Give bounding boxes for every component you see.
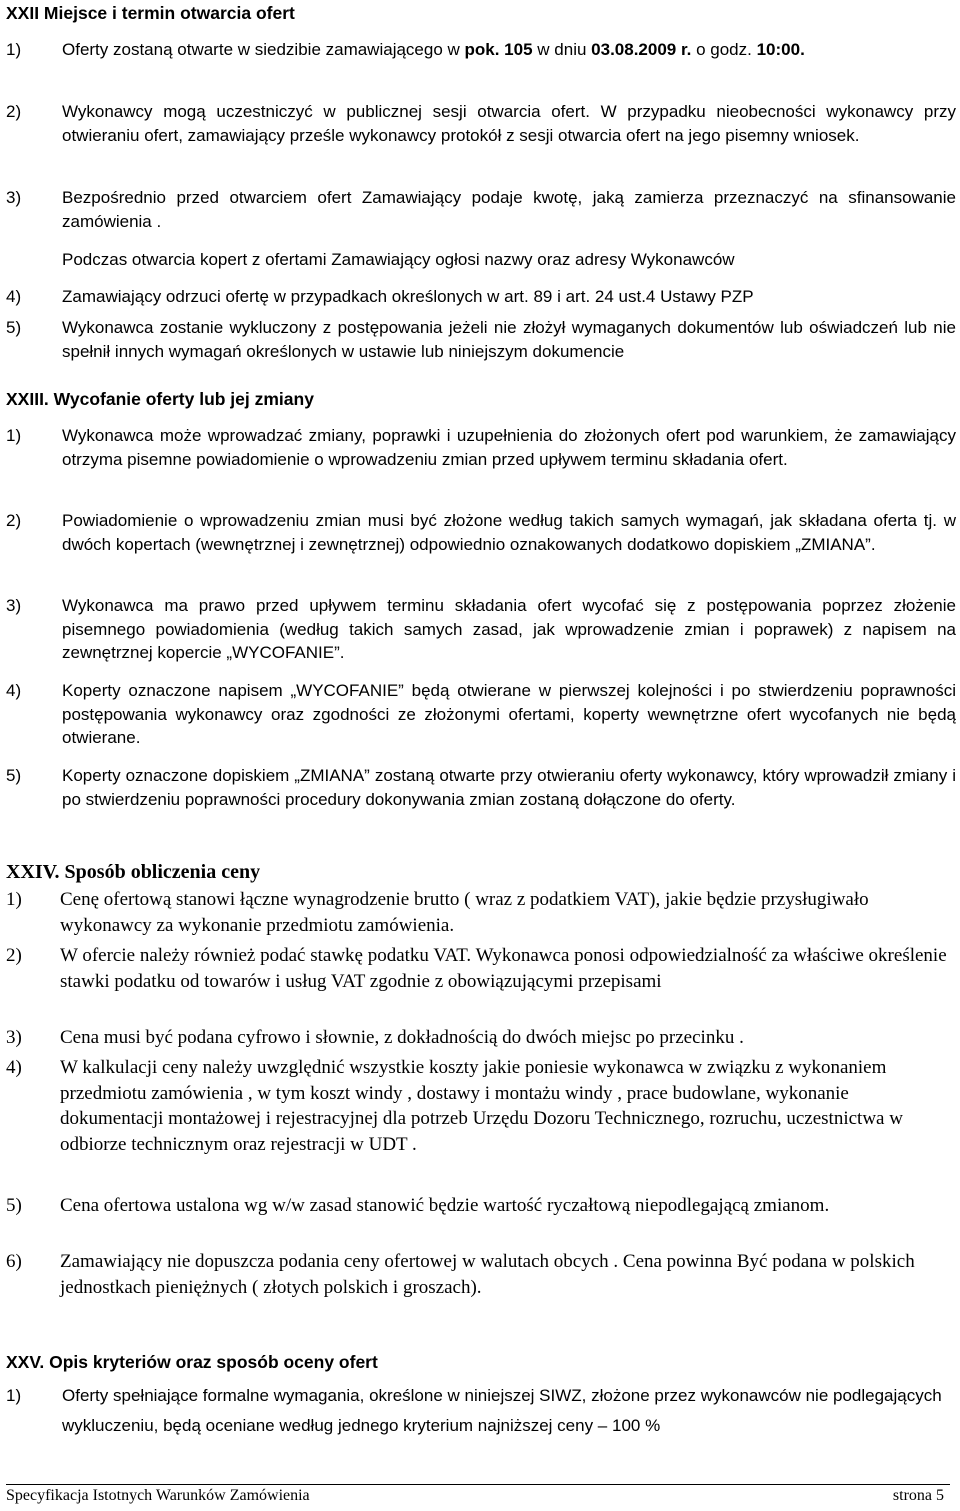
opening-date: 03.08.2009 r. (591, 40, 692, 59)
item-number: 6) (6, 1251, 22, 1272)
list-item (6, 679, 956, 750)
item-number: 3) (6, 188, 22, 207)
item-number: 5) (6, 1195, 22, 1216)
item-number: 1) (6, 1386, 22, 1405)
item-text: Wykonawca zostanie wykluczony z postępowania jeżeli nie złożył wymaganych dokumentów lub oświadczeń lub nie spełnił innych wymagań określonych w ustawie lub niniejszym dokumencie (62, 318, 956, 361)
item-number: 3) (6, 596, 22, 615)
opening-time: 10:00. (756, 40, 805, 59)
section-heading-xxv: XXV. Opis kryteriów oraz sposób oceny ofert (6, 1352, 378, 1372)
item-text: Powiadomienie o wprowadzeniu zmian musi być złożone według takich samych wymagań, jak składana oferta tj. w dwóch kopertach (wewnętrznej i zewnętrznej) odpowiednio oznakowanych dodatkowo dopiskiem „ZMIANA”. (62, 511, 956, 554)
item-number: 2) (6, 102, 22, 121)
list-item (6, 1025, 956, 1051)
list-item (6, 100, 956, 147)
list-item (6, 887, 956, 938)
item-text (62, 38, 956, 62)
list-item (6, 1381, 956, 1441)
item-number: 4) (6, 681, 22, 700)
footer-document-title: Specyfikacja Istotnych Warunków Zamówienia (6, 1487, 310, 1504)
item-number: 4) (6, 287, 22, 306)
section-heading-xxiii: XXIII. Wycofanie oferty lub jej zmiany (6, 389, 314, 409)
item-text-part: Oferty zostaną otwarte w siedzibie zamawiającego w (62, 40, 465, 59)
item-text: Cena ofertowa ustalona wg w/w zasad stanowić będzie wartość ryczałtową niepodlegającą zmianom. (60, 1195, 830, 1216)
item-text: Zamawiający nie dopuszcza podania ceny ofertowej w walutach obcych . Cena powinna Być podana w polskich jednostkach pieniężnych ( złotych polskich i groszach). (60, 1251, 915, 1298)
section-heading-xxii: XXII Miejsce i termin otwarcia ofert (6, 3, 295, 23)
item-text-part: w dniu (532, 40, 592, 59)
list-item (6, 186, 956, 233)
list-item (6, 1249, 956, 1300)
list-item (6, 1055, 956, 1157)
item-text: Wykonawcy mogą uczestniczyć w publicznej sesji otwarcia ofert. W przypadku nieobecności wykonawcy przy otwieraniu ofert, zamawiający prześle wykonawcy protokół z sesji otwarcia ofert na jego pisemny wniosek. (62, 102, 956, 145)
list-item (6, 764, 956, 811)
item-text: Wykonawca może wprowadzać zmiany, poprawki i uzupełnienia do złożonych ofert pod warunkiem, że zamawiający otrzyma pisemne powiadomienie o wprowadzeniu zmian przed upływem terminu składania ofert. (62, 426, 956, 469)
item-number: 5) (6, 318, 22, 337)
item-number: 2) (6, 945, 22, 966)
item-number: 1) (6, 889, 22, 910)
list-item (6, 285, 956, 309)
footer-divider (6, 1484, 950, 1485)
list-item (6, 248, 956, 272)
item-text: Oferty spełniające formalne wymagania, określone w niniejszej SIWZ, złożone przez wykonawców nie podlegających wykluczeniu, będą oceniane według jednego kryterium najniższej ceny – 100 % (62, 1386, 942, 1435)
section-heading-xxiv: XXIV. Sposób obliczenia ceny (6, 861, 261, 883)
item-text: Zamawiający odrzuci ofertę w przypadkach określonych w art. 89 i art. 24 ust.4 Ustawy PZP (62, 287, 754, 306)
item-text: Podczas otwarcia kopert z ofertami Zamawiający ogłosi nazwy oraz adresy Wykonawców (62, 250, 735, 269)
item-text: Bezpośrednio przed otwarciem ofert Zamawiający podaje kwotę, jaką zamierza przeznaczyć na sfinansowanie zamówienia . (62, 188, 956, 231)
item-number: 1) (6, 40, 22, 59)
item-text-part: o godz. (691, 40, 757, 59)
item-text: Cena musi być podana cyfrowo i słownie, z dokładnością do dwóch miejsc po przecinku . (60, 1027, 744, 1048)
list-item (6, 424, 956, 471)
footer-page-number: strona 5 (892, 1487, 944, 1504)
item-text: W ofercie należy również podać stawkę podatku VAT. Wykonawca ponosi odpowiedzialność za właściwe określenie stawki podatku od towarów i usług VAT zgodnie z obowiązującymi przepisami (60, 945, 947, 992)
list-item (6, 38, 956, 62)
item-text: W kalkulacji ceny należy uwzględnić wszystkie koszty jakie poniesie wykonawca w związku z wykonaniem przedmiotu zamówienia , w tym koszt windy , dostawy i montażu windy , prace budowlane, wykonanie dokumentacji montażowej i rejestracyjnej dla potrzeb Urzędu Dozoru Technicznego, rozruchu, uczestnictwa w odbiorze technicznym oraz rejestracji w UDT . (60, 1057, 903, 1155)
list-item (6, 316, 956, 363)
item-text: Koperty oznaczone napisem „WYCOFANIE” będą otwierane w pierwszej kolejności i po stwierdzeniu poprawności postępowania wykonawcy oraz zgodności ze złożonymi ofertami, koperty wewnętrzne ofert wycofanych nie będą otwierane. (62, 681, 956, 747)
item-number: 1) (6, 426, 22, 445)
list-item (6, 1193, 956, 1219)
item-text: Wykonawca ma prawo przed upływem terminu składania ofert wycofać się z postępowania poprzez złożenie pisemnego powiadomienia (według takich samych zasad, jak wprowadzenie zmian i poprawek) z napisem na zewnętrznej kopercie „WYCOFANIE”. (62, 596, 956, 662)
list-item (6, 509, 956, 556)
list-item (6, 943, 956, 994)
room-number: pok. 105 (464, 40, 533, 59)
item-text: Cenę ofertową stanowi łączne wynagrodzenie brutto ( wraz z podatkiem VAT), jakie będzie przysługiwało wykonawcy za wykonanie przedmiotu zamówienia. (60, 889, 869, 936)
item-number: 4) (6, 1057, 22, 1078)
item-number: 2) (6, 511, 22, 530)
item-number: 5) (6, 766, 22, 785)
list-item (6, 594, 956, 665)
item-number: 3) (6, 1027, 22, 1048)
item-text: Koperty oznaczone dopiskiem „ZMIANA” zostaną otwarte przy otwieraniu oferty wykonawcy, który wprowadził zmiany i po stwierdzeniu poprawności procedury dokonywania zmian zostaną dołączone do oferty. (62, 766, 956, 809)
